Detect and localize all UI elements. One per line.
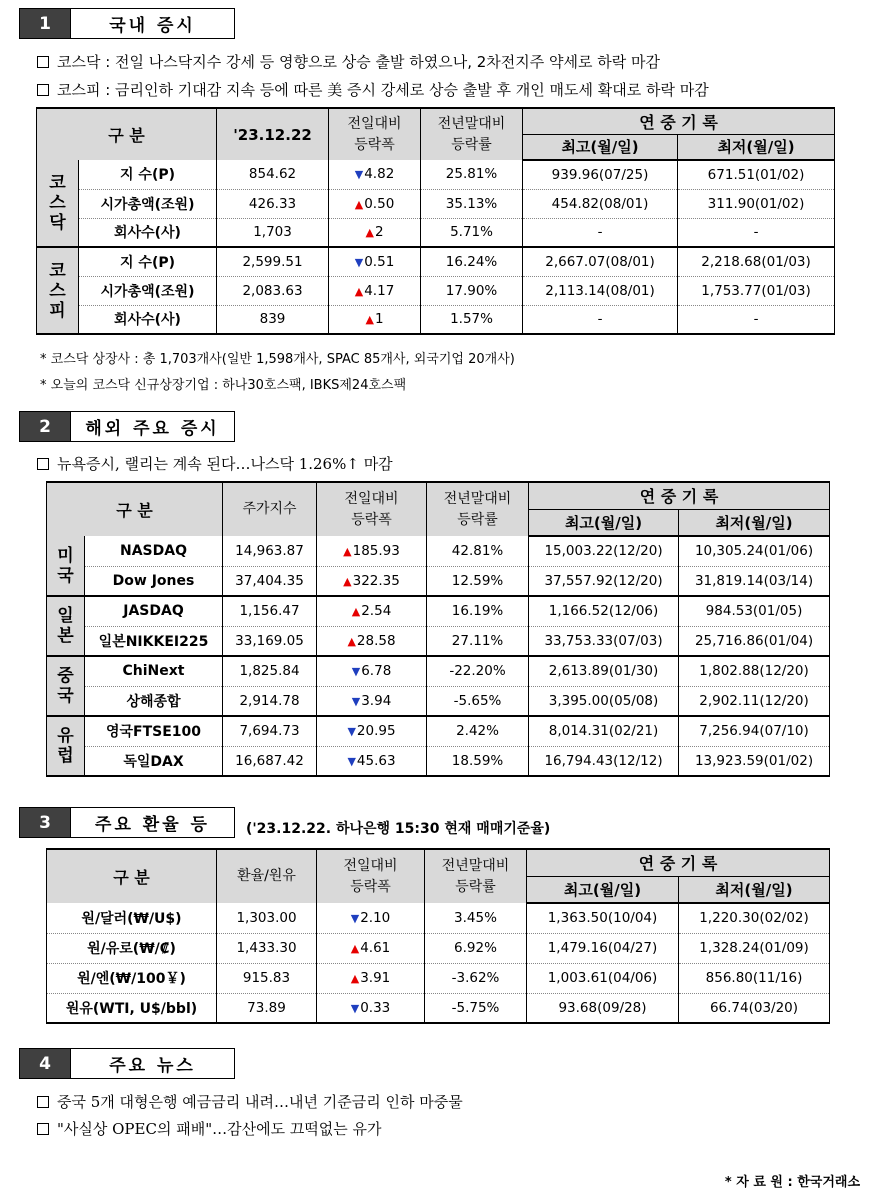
change-cell [317,716,427,746]
low-cell: 984.53(01/05) [679,596,830,626]
up-arrow-icon: ▲ [350,942,360,955]
value-cell: 37,404.35 [223,566,317,596]
section-title: 주요 뉴스 [109,1056,196,1076]
ytd-cell: 1.57% [421,305,523,334]
footnote-listed: * 코스닥 상장사 : 총 1,703개사(일반 1,598개사, SPAC 85개사, 외국기업 20개사) [40,352,515,367]
header-low: 최저(월/일) [679,876,830,903]
change-value: 3.91 [360,970,391,986]
table-row [47,686,830,716]
overseas-table [46,481,830,777]
value-cell: 854.62 [217,160,329,189]
value-cell: 33,169.05 [223,626,317,656]
high-cell: 1,479.16(04/27) [527,933,679,963]
change-cell [329,247,421,276]
row-label: 일본NIKKEI225 [85,626,223,656]
ytd-cell: 5.71% [421,218,523,247]
value-cell: 1,156.47 [223,596,317,626]
checkbox-icon [37,1123,49,1135]
change-value: 1 [374,311,384,328]
header-change: 전일대비 등락폭 [317,849,425,903]
change-value: 185.93 [352,542,400,559]
table-row [47,963,830,993]
change-value: 2.54 [361,603,392,620]
change-cell [329,189,421,218]
checkbox-icon [37,458,49,470]
row-label: Dow Jones [85,566,223,596]
table-row [47,626,830,656]
row-label: 지 수(P) [79,160,217,189]
change-value: 322.35 [352,572,400,589]
down-arrow-icon: ▼ [354,255,364,269]
change-cell [317,566,427,596]
down-arrow-icon: ▼ [347,754,356,768]
header-gubun: 구 분 [47,482,223,536]
ytd-cell: 12.59% [427,566,529,596]
low-cell: - [678,305,835,334]
value-cell: 839 [217,305,329,334]
value-cell: 14,963.87 [223,536,317,566]
high-cell: 8,014.31(02/21) [529,716,679,746]
low-cell: 25,716.86(01/04) [679,626,830,656]
down-arrow-icon: ▼ [354,168,364,182]
change-value: 45.63 [356,752,396,769]
change-cell [329,305,421,334]
row-label: 원유(WTI, U$/bbl) [47,993,217,1023]
domestic-table [36,107,835,335]
high-cell: 939.96(07/25) [523,160,678,189]
high-cell: 16,794.43(12/12) [529,746,679,776]
table-row [37,189,835,218]
checkbox-icon [37,56,49,68]
table-row [37,276,835,305]
ytd-cell: 2.42% [427,716,529,746]
up-arrow-icon: ▲ [350,972,360,985]
row-label: ChiNext [85,656,223,686]
up-arrow-icon: ▲ [354,197,364,211]
down-arrow-icon: ▼ [351,665,361,679]
value-cell: 1,303.00 [217,903,317,933]
row-label: 지 수(P) [79,247,217,276]
row-label: 시가총액(조원) [79,189,217,218]
row-label: 시가총액(조원) [79,276,217,305]
low-cell: - [678,218,835,247]
table-row [47,536,830,566]
header-price: 주가지수 [223,482,317,536]
low-cell: 10,305.24(01/06) [679,536,830,566]
table-row [37,247,835,276]
ytd-cell: 16.19% [427,596,529,626]
group-label: 일 본 [47,596,85,656]
value-cell: 2,083.63 [217,276,329,305]
change-cell [317,933,425,963]
change-cell [317,596,427,626]
checkbox-icon [37,1096,49,1108]
row-label: 원/엔(₩/100￥) [47,963,217,993]
high-cell: 2,113.14(08/01) [523,276,678,305]
low-cell: 671.51(01/02) [678,160,835,189]
up-arrow-icon: ▲ [347,634,356,648]
change-value: 20.95 [356,723,396,740]
group-label: 코 스 닥 [37,160,79,247]
up-arrow-icon: ▲ [354,284,364,298]
section-number: 4 [20,1049,71,1078]
low-cell: 1,328.24(01/09) [679,933,830,963]
table-row [47,993,830,1023]
row-label: JASDAQ [85,596,223,626]
high-cell: 2,613.89(01/30) [529,656,679,686]
checkbox-icon [37,84,49,96]
ytd-cell: 25.81% [421,160,523,189]
fx-basis-note: ('23.12.22. 하나은행 15:30 현재 매매기준율) [246,821,551,837]
down-arrow-icon: ▼ [350,911,360,925]
row-label: NASDAQ [85,536,223,566]
up-arrow-icon: ▲ [351,605,361,619]
down-arrow-icon: ▼ [351,694,361,708]
low-cell: 1,753.77(01/03) [678,276,835,305]
header-ytd: 전년말대비 등락률 [427,482,529,536]
section-3-header [19,807,235,838]
change-value: 0.33 [360,999,391,1016]
change-value: 2.10 [360,909,391,926]
change-cell [317,963,425,993]
low-cell: 1,220.30(02/02) [679,903,830,933]
header-gubun: 구 분 [47,849,217,903]
change-cell [317,656,427,686]
fx-table [46,848,830,1024]
high-cell: 33,753.33(07/03) [529,626,679,656]
value-cell: 915.83 [217,963,317,993]
header-change: 전일대비 등락폭 [317,482,427,536]
low-cell: 7,256.94(07/10) [679,716,830,746]
value-cell: 2,914.78 [223,686,317,716]
section-4-header [19,1048,235,1079]
change-cell [317,626,427,656]
value-cell: 1,703 [217,218,329,247]
low-cell: 2,218.68(01/03) [678,247,835,276]
ytd-cell: -22.20% [427,656,529,686]
change-value: 3.94 [361,692,392,709]
value-cell: 7,694.73 [223,716,317,746]
header-date: '23.12.22 [217,108,329,160]
high-cell: 15,003.22(12/20) [529,536,679,566]
header-rate: 환율/원유 [217,849,317,903]
up-arrow-icon: ▲ [365,226,374,240]
ytd-cell: 35.13% [421,189,523,218]
high-cell: 37,557.92(12/20) [529,566,679,596]
low-cell: 31,819.14(03/14) [679,566,830,596]
header-year-record: 연 중 기 록 [529,482,830,509]
change-cell [317,746,427,776]
change-cell [317,903,425,933]
low-cell: 13,923.59(01/02) [679,746,830,776]
high-cell: 1,003.61(04/06) [527,963,679,993]
section-title: 국내 증시 [109,16,196,36]
up-arrow-icon: ▲ [343,574,352,588]
header-gubun: 구 분 [37,108,217,160]
section-2-header [19,411,235,442]
value-cell: 2,599.51 [217,247,329,276]
group-label: 코 스 피 [37,247,79,334]
ytd-cell: 18.59% [427,746,529,776]
high-cell: 3,395.00(05/08) [529,686,679,716]
low-cell: 311.90(01/02) [678,189,835,218]
change-cell [329,218,421,247]
ytd-cell: -5.75% [425,993,527,1023]
table-row [47,596,830,626]
section-title: 해외 주요 증시 [85,419,220,439]
value-cell: 73.89 [217,993,317,1023]
low-cell: 2,902.11(12/20) [679,686,830,716]
table-row [47,716,830,746]
ytd-cell: -3.62% [425,963,527,993]
high-cell: 2,667.07(08/01) [523,247,678,276]
change-cell [329,276,421,305]
change-value: 2 [374,224,384,241]
high-cell: 1,166.52(12/06) [529,596,679,626]
section-1-header [19,8,235,39]
row-label: 영국FTSE100 [85,716,223,746]
table-row [47,656,830,686]
news-item: 중국 5개 대형은행 예금금리 내려…내년 기준금리 인하 마중물 [37,1091,463,1112]
section-number: 2 [20,412,71,441]
change-value: 0.50 [364,195,395,212]
overseas-note: 뉴욕증시, 랠리는 계속 된다…나스닥 1.26%↑ 마감 [37,453,393,474]
high-cell: - [523,305,678,334]
ytd-cell: -5.65% [427,686,529,716]
ytd-cell: 16.24% [421,247,523,276]
header-high: 최고(월/일) [523,134,678,160]
down-arrow-icon: ▼ [347,725,356,739]
table-row [47,933,830,963]
change-value: 28.58 [356,632,396,649]
value-cell: 1,433.30 [217,933,317,963]
up-arrow-icon: ▲ [343,544,352,558]
low-cell: 856.80(11/16) [679,963,830,993]
change-cell [329,160,421,189]
low-cell: 1,802.88(12/20) [679,656,830,686]
data-source: * 자 료 원 : 한국거래소 [724,1175,860,1190]
ytd-cell: 27.11% [427,626,529,656]
low-cell: 66.74(03/20) [679,993,830,1023]
up-arrow-icon: ▲ [365,313,374,327]
header-ytd: 전년말대비 등락률 [425,849,527,903]
kosdaq-note: 코스닥 : 전일 나스닥지수 강세 등 영향으로 상승 출발 하였으나, 2차전지주 약세로 하락 마감 [37,51,660,72]
header-ytd: 전년말대비 등락률 [421,108,523,160]
change-value: 4.61 [360,940,391,956]
change-cell [317,536,427,566]
section-number: 3 [20,808,71,837]
value-cell: 1,825.84 [223,656,317,686]
ytd-cell: 6.92% [425,933,527,963]
header-low: 최저(월/일) [679,509,830,536]
section-title: 주요 환율 등 [95,815,210,835]
group-label: 유 럽 [47,716,85,776]
table-row [47,566,830,596]
header-year-record: 연 중 기 록 [527,849,830,876]
ytd-cell: 3.45% [425,903,527,933]
table-row [37,305,835,334]
change-value: 0.51 [364,253,395,270]
row-label: 회사수(사) [79,305,217,334]
high-cell: - [523,218,678,247]
news-item: "사실상 OPEC의 패배"…감산에도 끄떡없는 유가 [37,1118,382,1139]
row-label: 원/달러(₩/U$) [47,903,217,933]
high-cell: 1,363.50(10/04) [527,903,679,933]
row-label: 독일DAX [85,746,223,776]
row-label: 회사수(사) [79,218,217,247]
table-row [37,218,835,247]
table-row [47,903,830,933]
change-cell [317,993,425,1023]
header-high: 최고(월/일) [529,509,679,536]
header-low: 최저(월/일) [678,134,835,160]
high-cell: 454.82(08/01) [523,189,678,218]
group-label: 미 국 [47,536,85,596]
ytd-cell: 17.90% [421,276,523,305]
value-cell: 16,687.42 [223,746,317,776]
change-value: 4.17 [364,282,395,299]
header-high: 최고(월/일) [527,876,679,903]
ytd-cell: 42.81% [427,536,529,566]
footnote-new-listing: * 오늘의 코스닥 신규상장기업 : 하나30호스팩, IBKS제24호스팩 [40,378,407,393]
table-row [47,746,830,776]
section-number: 1 [20,9,71,38]
header-year-record: 연 중 기 록 [523,108,835,134]
change-cell [317,686,427,716]
value-cell: 426.33 [217,189,329,218]
row-label: 상해종합 [85,686,223,716]
group-label: 중 국 [47,656,85,716]
table-row [37,160,835,189]
kospi-note: 코스피 : 금리인하 기대감 지속 등에 따른 美 증시 강세로 상승 출발 후 개인 매도세 확대로 하락 마감 [37,79,709,100]
header-change: 전일대비 등락폭 [329,108,421,160]
high-cell: 93.68(09/28) [527,993,679,1023]
change-value: 4.82 [364,166,395,183]
row-label: 원/유로(₩/₡) [47,933,217,963]
change-value: 6.78 [361,663,392,680]
down-arrow-icon: ▼ [350,1001,360,1015]
